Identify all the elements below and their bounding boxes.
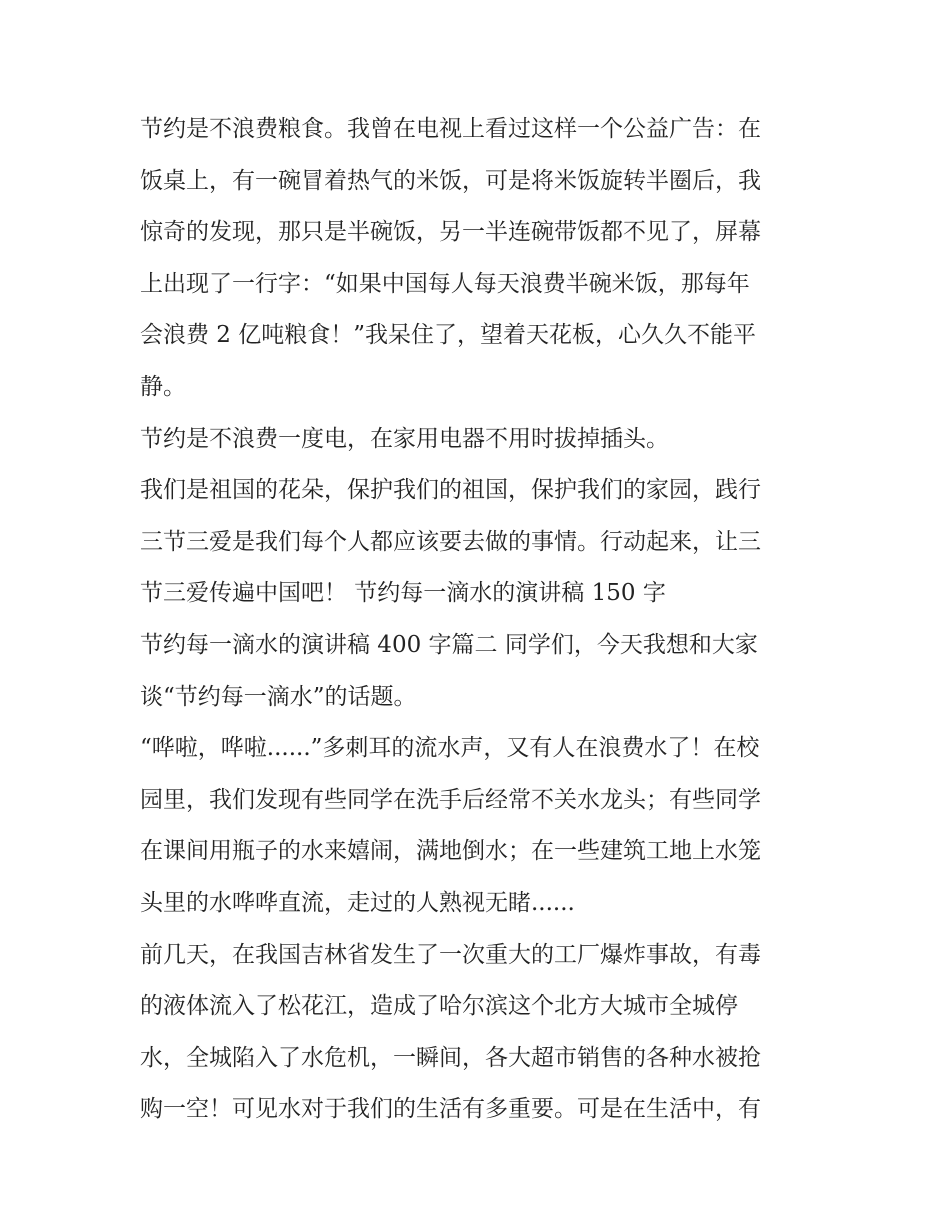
text-line: 我们是祖国的花朵，保护我们的祖国，保护我们的家园，践行 [140, 477, 761, 504]
document-body [140, 104, 820, 1136]
text-line: 节约是不浪费粮食。我曾在电视上看过这样一个公益广告：在 [140, 116, 761, 142]
text-line: 节约是不浪费一度电，在家用电器不用时拔掉插头。 [140, 425, 669, 452]
text-line: 节三爱传遍中国吧！ 节约每一滴水的演讲稿 150 字 [140, 580, 666, 607]
text-line: 购一空！可见水对于我们的生活有多重要。可是在生活中，有 [140, 1096, 761, 1123]
text-line: 静。 [140, 373, 186, 400]
text-line: 头里的水哗哗直流，走过的人熟视无睹...... [140, 889, 575, 916]
text-line: 在课间用瓶子的水来嬉闹，满地倒水；在一些建筑工地上水笼 [140, 838, 761, 865]
text-line: 前几天，在我国吉林省发生了一次重大的工厂爆炸事故，有毒 [140, 941, 761, 968]
text-line: 水，全城陷入了水危机，一瞬间，各大超市销售的各种水被抢 [140, 1044, 761, 1071]
text-line: 园里，我们发现有些同学在洗手后经常不关水龙头；有些同学 [140, 786, 761, 813]
text-line: 节约每一滴水的演讲稿 400 字篇二 同学们，今天我想和大家 [140, 631, 758, 658]
text-line: 的液体流入了松花江，造成了哈尔滨这个北方大城市全城停 [140, 993, 738, 1020]
text-line: 会浪费 2 亿吨粮食！”我呆住了，望着天花板，心久久不能平 [140, 322, 757, 349]
text-line: “哗啦，哗啦......”多刺耳的流水声，又有人在浪费水了！在校 [140, 735, 760, 762]
text-line: 饭桌上，有一碗冒着热气的米饭，可是将米饭旋转半圈后，我 [140, 167, 761, 194]
text-line: 上出现了一行字：“如果中国每人每天浪费半碗米饭，那每年 [140, 270, 750, 297]
text-line: 三节三爱是我们每个人都应该要去做的事情。行动起来，让三 [140, 528, 761, 555]
text-line: 惊奇的发现，那只是半碗饭，另一半连碗带饭都不见了，屏幕 [140, 219, 761, 246]
text-line: 谈“节约每一滴水”的话题。 [140, 683, 417, 710]
